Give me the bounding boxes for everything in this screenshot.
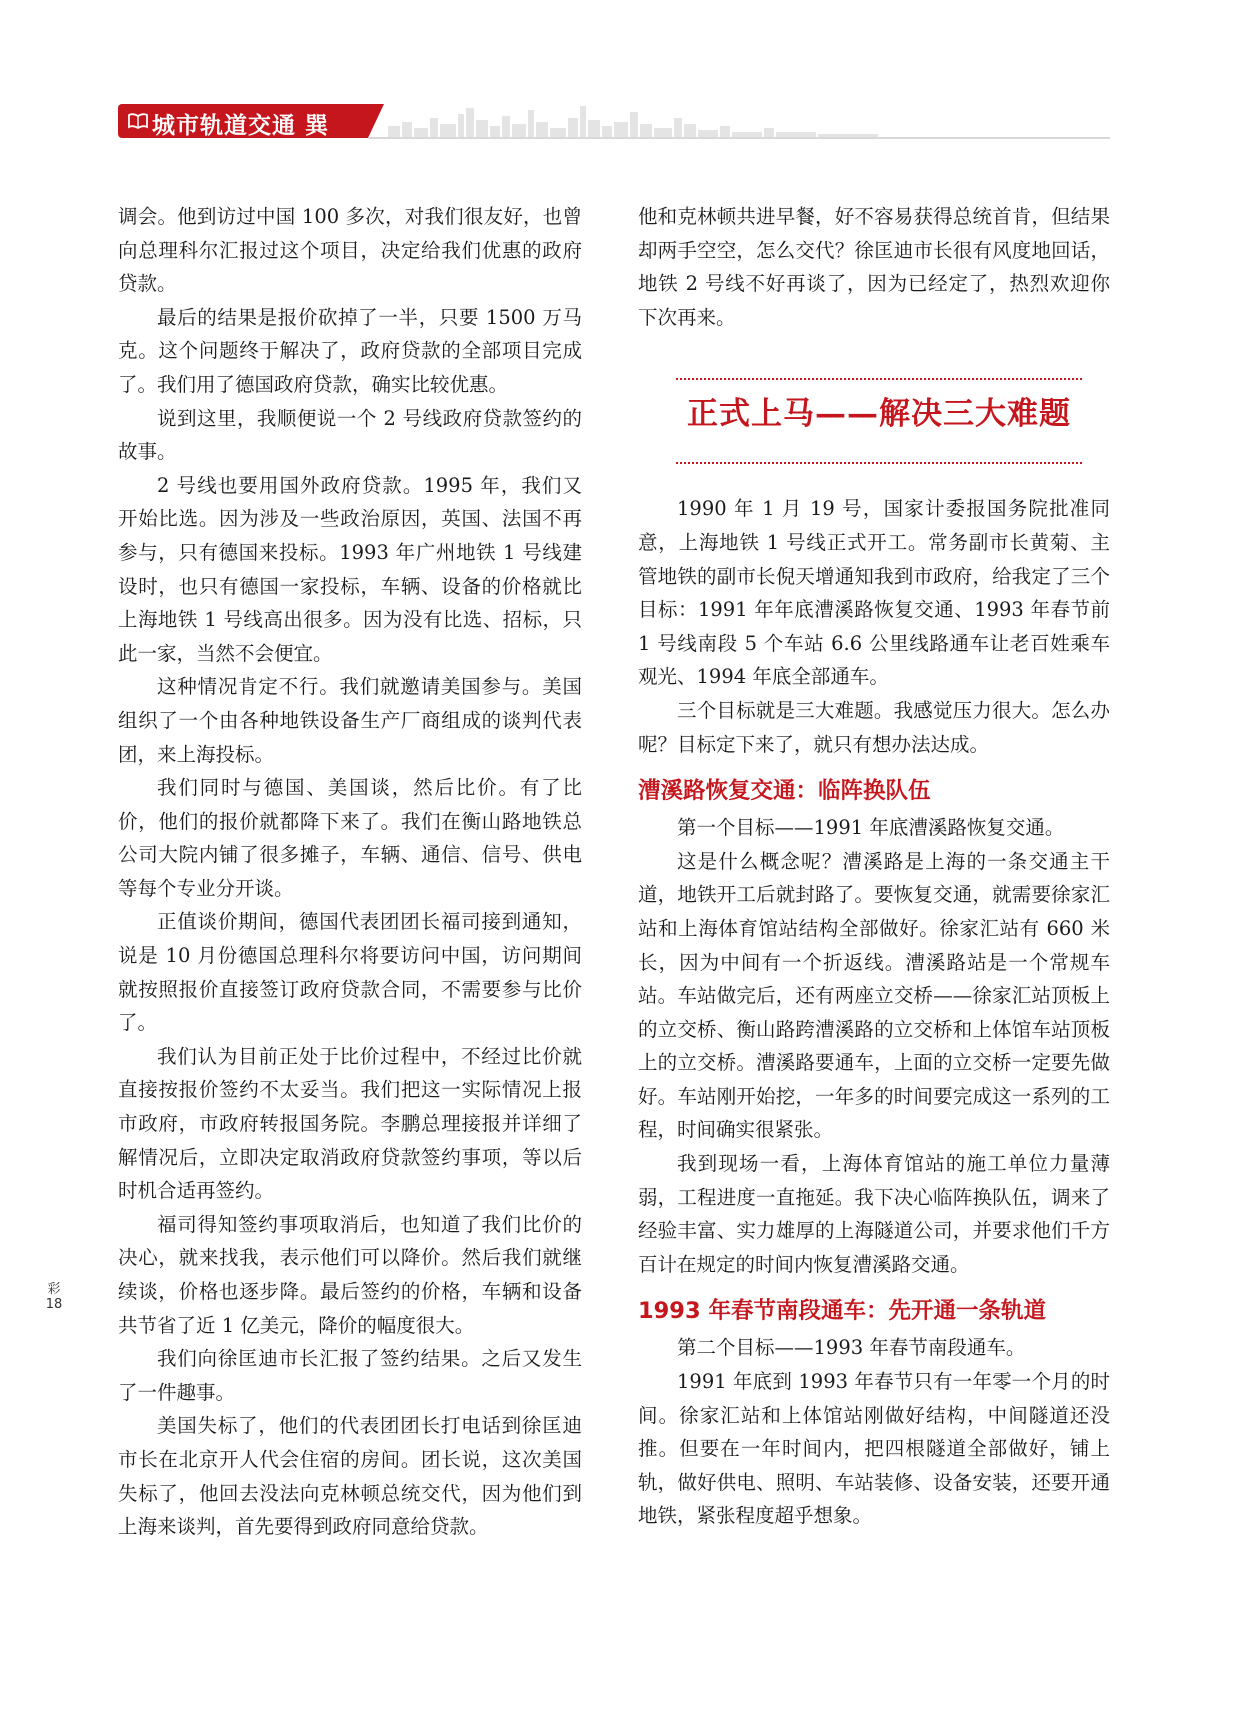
- header-title: 城市轨道交通 巽: [152, 113, 330, 139]
- dotted-rule-top: [676, 378, 1082, 380]
- right-column: [638, 200, 1110, 1533]
- body-paragraph: 美国失标了，他们的代表团团长打电话到徐匡迪市长在北京开人代会住宿的房间。团长说，这次美国失标了，他回去没法向克林顿总统交代，因为他们到上海来谈判，首先要得到政府同意给贷款。: [118, 1414, 582, 1539]
- body-paragraph: 我们向徐匡迪市长汇报了签约结果。之后又发生了一件趣事。: [118, 1347, 582, 1404]
- body-paragraph: 这种情况肯定不行。我们就邀请美国参与。美国组织了一个由各种地铁设备生产厂商组成的谈判代表团，来上海投标。: [118, 675, 582, 766]
- body-paragraph: 说到这里，我顺便说一个 2 号线政府贷款签约的故事。: [118, 406, 582, 464]
- body-paragraph: 第一个目标——1991 年底漕溪路恢复交通。: [677, 816, 1065, 840]
- dotted-rule-bottom: [676, 462, 1082, 464]
- body-paragraph: 2 号线也要用国外政府贷款。1995 年，我们又开始比选。因为涉及一些政治原因，英国、法国不再参与，只有德国来投标。1993 年广州地铁 1 号线建设时，也只有德国一家投标，车辆、设备的价格就比上海地铁 1 号线高出很多。因为没有比选、招标，只此一家，当然不会便宜。: [118, 473, 582, 665]
- body-paragraph: 1990 年 1 月 19 号，国家计委报国务院批准同意，上海地铁 1 号线正式开工。常务副市长黄菊、主管地铁的副市长倪天增通知我到市政府，给我定了三个目标：1991 年年底漕溪路恢复交通、1993 年春节前 1 号线南段 5 个车站 6.6 公里线路通车让老百姓乘车观光、1994 年底全部通车。: [638, 497, 1110, 689]
- body-paragraph: 三个目标就是三大难题。我感觉压力很大。怎么办呢？目标定下来了，就只有想办法达成。: [638, 698, 1110, 756]
- city-skyline-decoration: [384, 104, 1110, 138]
- page-number-label: 彩: [47, 1282, 61, 1297]
- body-paragraph: 最后的结果是报价砍掉了一半，只要 1500 万马克。这个问题终于解决了，政府贷款的全部项目完成了。我们用了德国政府贷款，确实比较优惠。: [118, 305, 582, 396]
- body-paragraph: 我到现场一看，上海体育馆站的施工单位力量薄弱，工程进度一直拖延。我下决心临阵换队伍，调来了经验丰富、实力雄厚的上海隧道公司，并要求他们千方百计在规定的时间内恢复漕溪路交通。: [638, 1152, 1110, 1276]
- section-title: 正式上马——解决三大难题: [687, 396, 1071, 433]
- subheading: 1993 年春节南段通车：先开通一条轨道: [638, 1298, 1046, 1325]
- header-rule: [368, 137, 1110, 139]
- body-paragraph: 调会。他到访过中国 100 多次，对我们很友好，也曾向总理科尔汇报过这个项目，决定给我们优惠的政府贷款。: [118, 205, 582, 296]
- body-paragraph: 1991 年底到 1993 年春节只有一年零一个月的时间。徐家汇站和上体馆站刚做好结构，中间隧道还没推。但要在一年时间内，把四根隧道全部做好，铺上轨，做好供电、照明、车站装修、设备安装，还要开通地铁，紧张程度超乎想象。: [638, 1370, 1110, 1528]
- section-badge: [118, 104, 368, 138]
- page-number: [44, 1282, 64, 1312]
- body-paragraph: 我们认为目前正处于比价过程中，不经过比价就直接按报价签约不太妥当。我们把这一实际情况上报市政府，市政府转报国务院。李鹏总理接报并详细了解情况后，立即决定取消政府贷款签约事项，等以后时机合适再签约。: [118, 1044, 582, 1203]
- open-book-icon: [128, 113, 148, 129]
- page-header: [118, 104, 1110, 140]
- body-paragraph: 正值谈价期间，德国代表团团长福司接到通知，说是 10 月份德国总理科尔将要访问中国，访问期间就按照报价直接签订政府贷款合同，不需要参与比价了。: [118, 910, 582, 1035]
- section-title-box: [676, 378, 1082, 464]
- body-paragraph: 福司得知签约事项取消后，也知道了我们比价的决心，就来找我，表示他们可以降价。然后我们就继续谈，价格也逐步降。最后签约的价格，车辆和设备共节省了近 1 亿美元，降价的幅度很大。: [118, 1212, 582, 1337]
- body-paragraph: 这是什么概念呢？漕溪路是上海的一条交通主干道，地铁开工后就封路了。要恢复交通，就需要徐家汇站和上海体育馆站结构全部做好。徐家汇站有 660 米长，因为中间有一个折返线。漕溪路站是一个常规车站。车站做完后，还有两座立交桥——徐家汇站顶板上的立交桥、衡山路跨漕溪路的立交桥和上体馆车站顶板上的立交桥。漕溪路要通车，上面的立交桥一定要先做好。车站刚开始挖，一年多的时间要完成这一系列的工程，时间确实很紧张。: [638, 849, 1110, 1142]
- left-column: [118, 200, 582, 1544]
- page-number-value: 18: [45, 1297, 63, 1312]
- body-paragraph: 第二个目标——1993 年春节南段通车。: [677, 1336, 1026, 1360]
- body-paragraph: 他和克林顿共进早餐，好不容易获得总统首肯，但结果却两手空空，怎么交代？徐匡迪市长很有风度地回话，地铁 2 号线不好再谈了，因为已经定了，热烈欢迎你下次再来。: [638, 205, 1110, 329]
- body-paragraph: 我们同时与德国、美国谈，然后比价。有了比价，他们的报价就都降下来了。我们在衡山路地铁总公司大院内铺了很多摊子，车辆、通信、信号、供电等每个专业分开谈。: [118, 776, 582, 900]
- subheading: 漕溪路恢复交通：临阵换队伍: [638, 778, 931, 805]
